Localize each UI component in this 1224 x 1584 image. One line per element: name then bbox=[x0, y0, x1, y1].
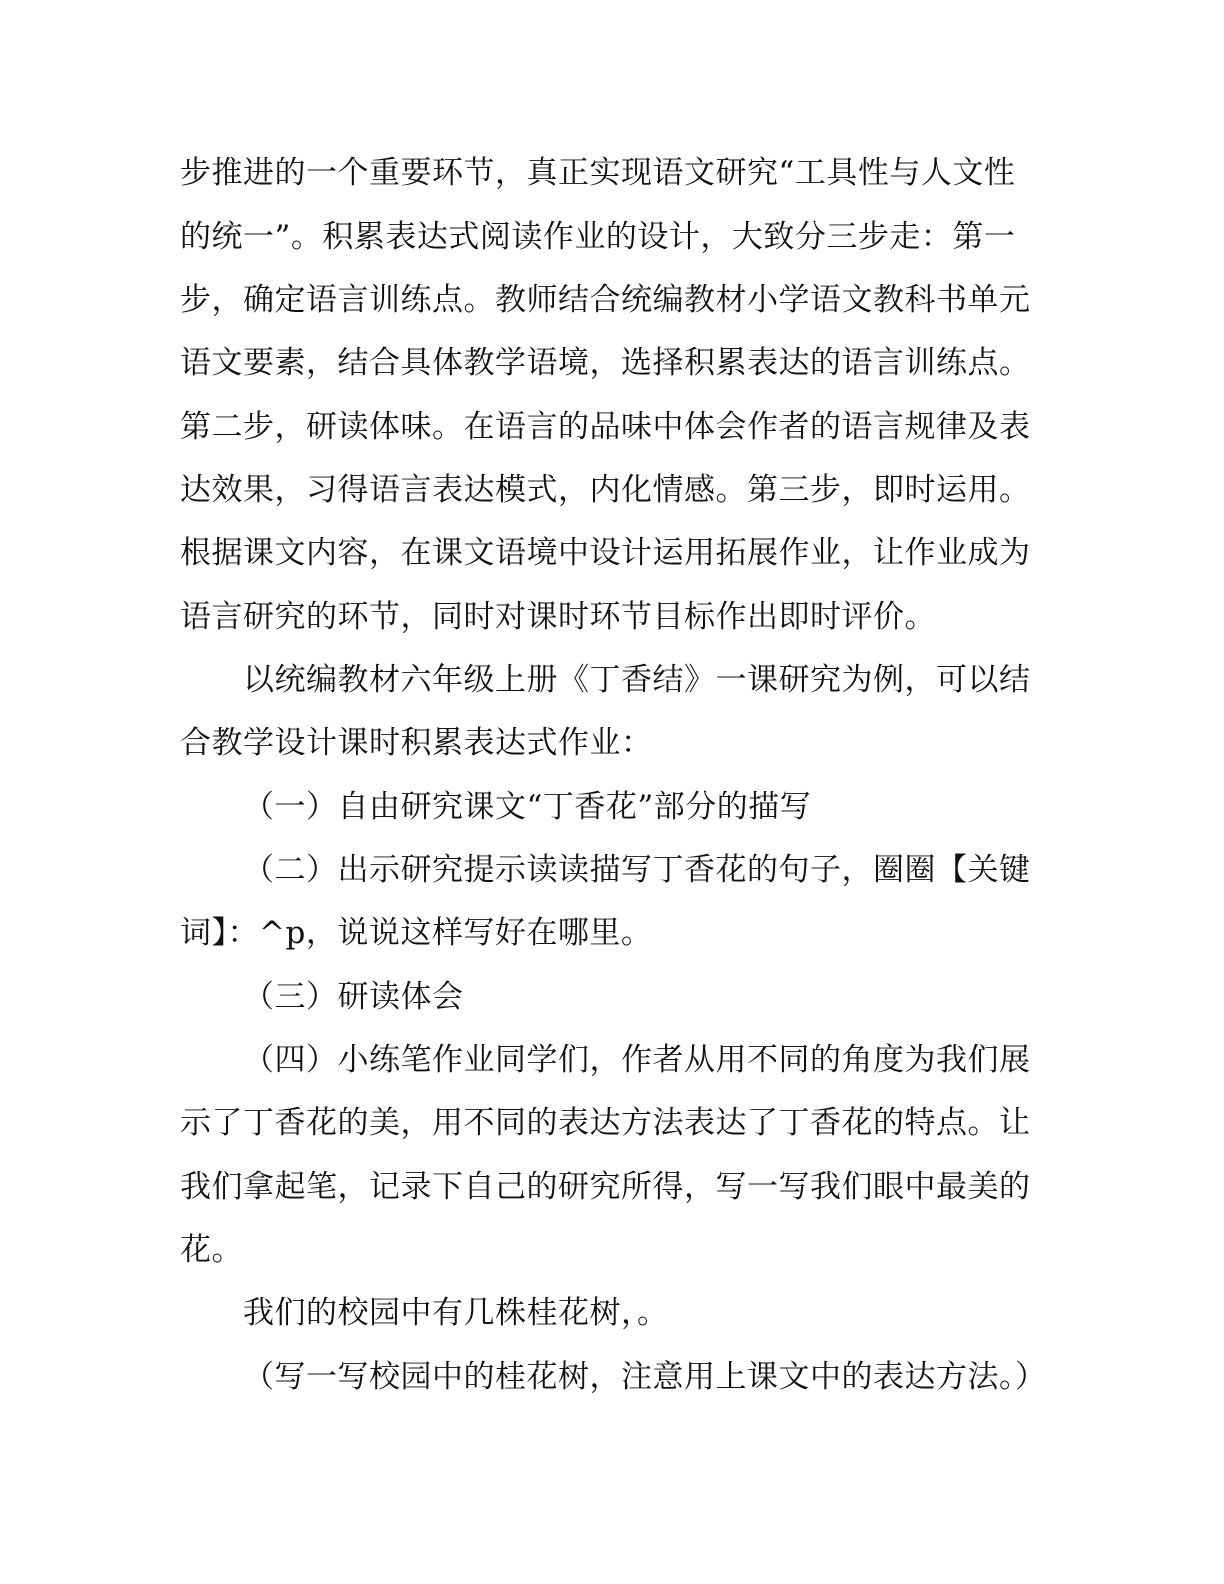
step-four-heading: （四）小练笔作业同学们，作者从用不同的角度为我们展 bbox=[243, 1042, 1031, 1078]
text-line-8: 语言研究的环节，同时对课时环节目标作出即时评价。 bbox=[180, 599, 936, 635]
text-line-7: 根据课文内容，在课文语境中设计运用拓展作业，让作业成为 bbox=[180, 535, 1031, 571]
text-line-2: 的统一”。积累表达式阅读作业的设计，大致分三步走：第一 bbox=[180, 219, 1016, 255]
text-line-5: 第二步，研读体味。在语言的品味中体会作者的语言规律及表 bbox=[180, 409, 1031, 445]
text-line-16: 示了丁香花的美，用不同的表达方法表达了丁香花的特点。让 bbox=[180, 1105, 1031, 1141]
step-one-heading: （一）自由研究课文“丁香花”部分的描写 bbox=[243, 789, 812, 825]
text-line-1: 步推进的一个重要环节，真正实现语文研究“工具性与人文性 bbox=[180, 155, 1016, 191]
step-three-heading: （三）研读体会 bbox=[243, 979, 464, 1015]
text-line-3: 步，确定语言训练点。教师结合统编教材小学语文教科书单元 bbox=[180, 282, 1031, 318]
text-line-10: 合教学设计课时积累表达式作业： bbox=[180, 725, 653, 761]
paragraph-example-start: 以统编教材六年级上册《丁香结》一课研究为例，可以结 bbox=[243, 662, 1031, 698]
step-two-continuation: 词】：^p，说说这样写好在哪里。 bbox=[180, 915, 653, 951]
text-line-17: 我们拿起笔，记录下自己的研究所得，写一写我们眼中最美的 bbox=[180, 1169, 1031, 1205]
text-line-4: 语文要素，结合具体教学语境，选择积累表达的语言训练点。 bbox=[180, 345, 1031, 381]
text-line-6: 达效果，习得语言表达模式，内化情感。第三步，即时运用。 bbox=[180, 472, 1031, 508]
step-two-heading: （二）出示研究提示读读描写丁香花的句子，圈圈【关键 bbox=[243, 852, 1031, 888]
text-line-18: 花。 bbox=[180, 1232, 243, 1268]
writing-instruction: （写一写校园中的桂花树，注意用上课文中的表达方法。） bbox=[243, 1359, 1047, 1395]
writing-prompt: 我们的校园中有几株桂花树，。 bbox=[243, 1295, 669, 1331]
